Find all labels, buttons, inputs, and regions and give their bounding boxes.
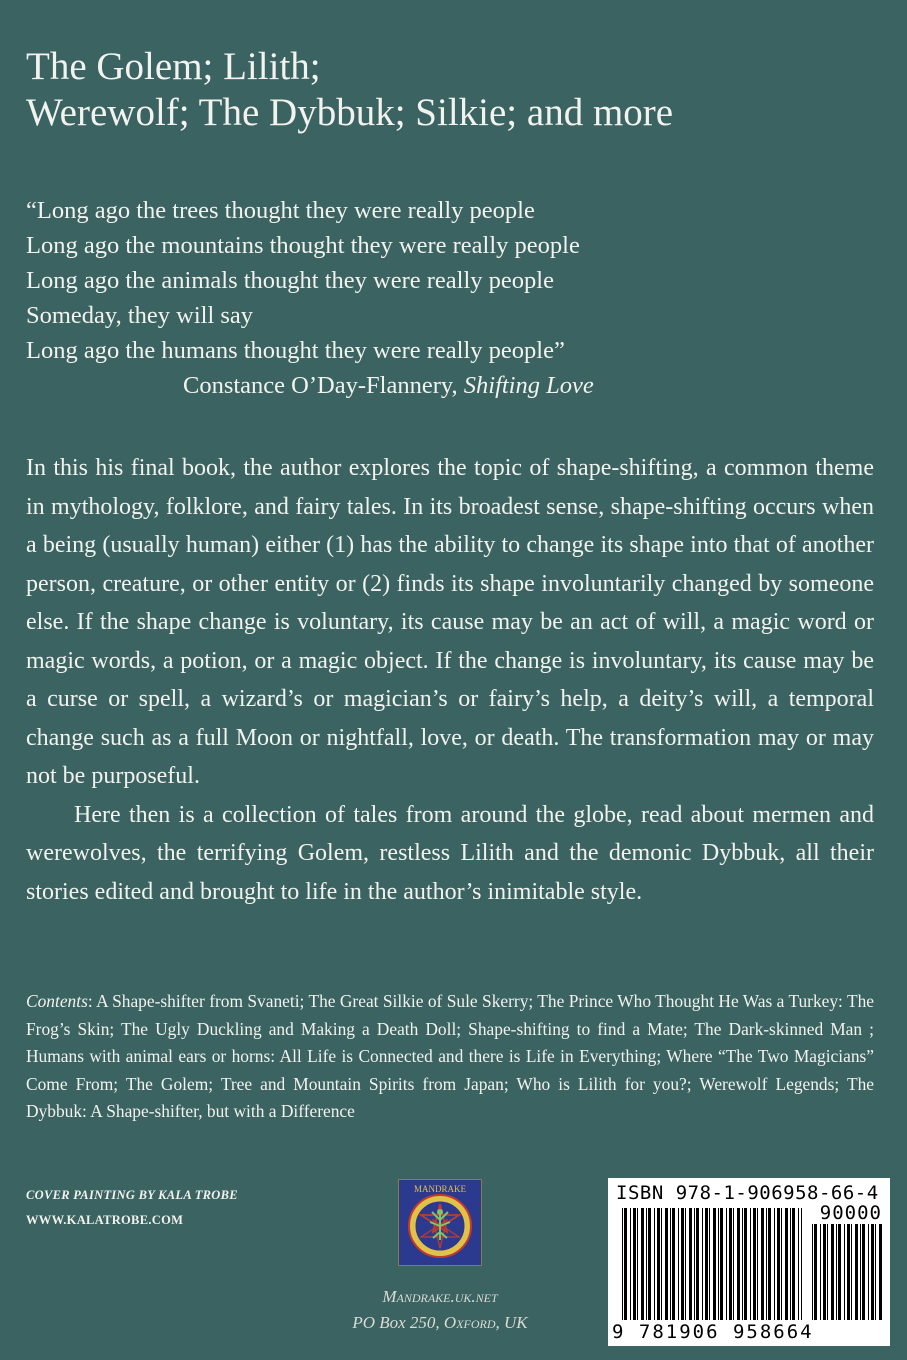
isbn-barcode: [608, 1178, 890, 1346]
poem-author: Constance O’Day-Flannery,: [183, 372, 458, 399]
address-country: UK: [504, 1313, 528, 1332]
barcode-bar: [851, 1224, 852, 1320]
barcode-bar: [702, 1208, 703, 1320]
contents-text: : A Shape-shifter from Svaneti; The Great Silkie of Sule Skerry; The Prince Who Thought He Was a Turkey: The Frog’s Skin; The Ugly Duckling and Making a Death Doll; Shape-shifting to find a Mate; The Dark-skinned Man ; Humans with animal ears or horns: All Life is Connected and there is Life in Everything; Where “The Two Magicians” Come From; The Golem; Tree and Mountain Spirits from Japan; Who is Lilith for you?; Werewolf Legends; The Dybbuk: A Shape-shifter, but with a Difference: [26, 991, 874, 1122]
barcode-bar: [777, 1208, 780, 1320]
barcode-bar: [785, 1208, 788, 1320]
barcode-bar: [792, 1208, 795, 1320]
barcode-bar: [798, 1208, 799, 1320]
barcode-bar: [678, 1208, 679, 1320]
barcode-bar: [696, 1208, 699, 1320]
ean-number: 9 781906 958664: [612, 1321, 814, 1343]
barcode-bar: [750, 1208, 751, 1320]
barcode-bar: [648, 1208, 651, 1320]
barcode-bar: [689, 1208, 692, 1320]
poem-line: Long ago the mountains thought they were really people: [26, 232, 580, 259]
price-code: 90000: [819, 1202, 882, 1224]
barcode-bar: [871, 1224, 874, 1320]
barcode-bar: [801, 1208, 802, 1320]
poem-line: Someday, they will say: [26, 302, 254, 329]
publisher-address: [290, 1310, 590, 1336]
barcode-bar: [774, 1208, 775, 1320]
barcode-bar: [726, 1208, 727, 1320]
mandrake-logo-icon: [398, 1179, 482, 1266]
barcode-bar: [737, 1208, 740, 1320]
mandrake-logo-graphic: [399, 1180, 481, 1265]
barcode-bar: [761, 1208, 764, 1320]
barcode-bar: [637, 1208, 638, 1320]
barcode-bar: [729, 1208, 732, 1320]
address-city: Oxford: [443, 1313, 496, 1332]
barcode-bar: [823, 1224, 826, 1320]
barcode-bar: [875, 1224, 876, 1320]
barcode-bar: [844, 1224, 845, 1320]
barcode-bar: [630, 1208, 631, 1320]
book-description: [26, 449, 874, 911]
barcode-bar: [670, 1208, 671, 1320]
barcode-bar: [847, 1224, 850, 1320]
barcode-bar: [657, 1208, 660, 1320]
barcode-bar: [685, 1208, 686, 1320]
barcode-bar: [868, 1224, 869, 1320]
barcode-bar: [836, 1224, 837, 1320]
barcode-bar: [694, 1208, 695, 1320]
epigraph-poem: [26, 193, 886, 403]
cover-painting-credit: COVER PAINTING BY KALA TROBE: [26, 1188, 238, 1202]
barcode-bar: [753, 1208, 756, 1320]
description-paragraph-2: Here then is a collection of tales from around the globe, read about mermen and werewolves, the terrifying Golem, restless Lilith and the demonic Dybbuk, all their stories edited and brought to life in the author’s inimitable style.: [26, 801, 874, 905]
barcode-bar: [709, 1208, 710, 1320]
title-line-1: The Golem; Lilith;: [26, 45, 321, 88]
barcode-bar: [781, 1208, 782, 1320]
barcode-bar: [855, 1224, 858, 1320]
barcode-bar: [665, 1208, 668, 1320]
book-title: [26, 44, 886, 136]
poem-work-title: Shifting Love: [463, 372, 594, 399]
barcode-bar: [862, 1224, 865, 1320]
barcode-bar: [672, 1208, 675, 1320]
barcode-bar: [838, 1224, 841, 1320]
barcode-bar: [820, 1224, 821, 1320]
barcode-bar: [705, 1208, 708, 1320]
barcode-bar: [879, 1224, 882, 1320]
artist-website: WWW.KALATROBE.COM: [26, 1213, 184, 1227]
contents-label: Contents: [26, 991, 88, 1011]
barcode-bar: [646, 1208, 647, 1320]
publisher-info: [290, 1284, 590, 1336]
barcode-bar: [766, 1208, 767, 1320]
barcode-bar: [661, 1208, 662, 1320]
poem-attribution: [26, 368, 886, 403]
barcode-bar: [718, 1208, 719, 1320]
barcode-bar: [742, 1208, 743, 1320]
barcode-bar: [744, 1208, 747, 1320]
barcode-bar: [768, 1208, 771, 1320]
barcode-bar: [860, 1224, 861, 1320]
barcode-bar: [713, 1208, 716, 1320]
title-line-2: Werewolf; The Dybbuk; Silkie; and more: [26, 91, 674, 134]
poem-line: “Long ago the trees thought they were really people: [26, 197, 535, 224]
description-paragraph-1: In this his final book, the author explores the topic of shape-shifting, a common theme in mythology, folklore, and fairy tales. In its broadest sense, shape-shifting occurs when a being (usually human) either (1) has the ability to change its shape into that of another person, creature, or other entity or (2) finds its shape involuntarily changed by someone else. If the shape change is voluntary, its cause may be an act of will, a magic word or magic words, a potion, or a magic object. If the change is involuntary, its cause may be a curse or spell, a wizard’s or magician’s or fairy’s help, a deity’s will, a temporal change such as a full Moon or nightfall, love, or death. The transformation may or may not be purposeful.: [26, 455, 874, 789]
barcode-bar: [790, 1208, 791, 1320]
poem-line: Long ago the humans thought they were really people”: [26, 337, 565, 364]
barcode-bar: [641, 1208, 644, 1320]
isbn-text: ISBN 978-1-906958-66-4: [616, 1182, 879, 1204]
barcode-bar: [681, 1208, 684, 1320]
barcode-bar: [654, 1208, 655, 1320]
poem-line: Long ago the animals thought they were really people: [26, 267, 554, 294]
barcode-bar: [633, 1208, 636, 1320]
barcode-bar: [733, 1208, 734, 1320]
barcode-bar: [812, 1224, 813, 1320]
publisher-website: Mandrake.uk.net: [382, 1287, 498, 1306]
cover-credit: [26, 1183, 238, 1233]
contents-list: [26, 988, 874, 1126]
barcode-bar: [827, 1224, 828, 1320]
barcode-bar: [624, 1208, 627, 1320]
address-po-box: PO Box 250,: [352, 1313, 444, 1332]
barcode-bar: [814, 1224, 817, 1320]
barcode-bar: [720, 1208, 723, 1320]
logo-text: MANDRAKE: [413, 1184, 467, 1194]
barcode-bar: [831, 1224, 834, 1320]
barcode-bar: [757, 1208, 758, 1320]
barcode-bar: [622, 1208, 623, 1320]
address-separator: ,: [495, 1313, 505, 1332]
